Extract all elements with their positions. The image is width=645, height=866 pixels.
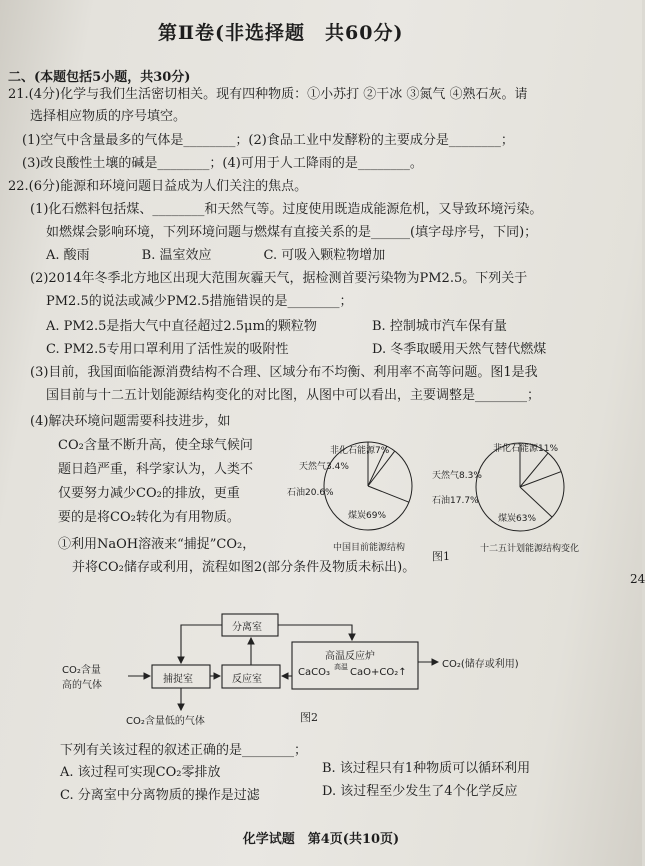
q22-line-18: 下列有关该过程的叙述正确的是________； (60, 743, 308, 758)
q22-line-2: (1)化石燃料包括煤、________和天然气等。过度使用既造成能源危机，又导致环境污染。 (30, 202, 543, 217)
side-margin-mark: 24 (630, 572, 645, 586)
q22-line-17: 并将CO₂储存或利用，流程如图2(部分条件及物质未标出)。 (72, 560, 416, 575)
q22-line-11: (4)解决环境问题需要科技进步，如 (30, 414, 231, 429)
q22-line-14: 仅要努力减少CO₂的排放，更重 (58, 486, 240, 501)
q22-line-5: (2)2014年冬季北方地区出现大范围灰霾天气，据检测首要污染物为PM2.5。下列关于 (30, 271, 528, 286)
q22-line-10: 国目前与十二五计划能源结构变化的对比图，从图中可以看出，主要调整是________； (46, 388, 541, 403)
furnace-title: 高温反应炉 (325, 651, 375, 662)
q22-line-3: 如燃煤会影响环境，下列环境问题与燃煤有直接关系的是______(填字母序号，下同)； (46, 225, 538, 240)
q22-choice-a: A. 该过程可实现CO₂零排放 (60, 765, 221, 780)
q22-option-d: D. 冬季取暖用天然气替代燃煤 (372, 342, 547, 357)
q21-line-1: 21.(4分)化学与我们生活密切相关。现有四种物质：①小苏打 ②干冰 ③氮气 ④熟石灰。请 (8, 87, 528, 102)
reaction-left: CaCO₃ (298, 667, 330, 678)
output-label: CO₂(储存或利用) (442, 659, 519, 670)
q22-line-6: PM2.5的说法或减少PM2.5措施错误的是________； (46, 294, 353, 309)
q22-line-16: ①利用NaOH溶液来“捕捉”CO₂， (58, 537, 256, 552)
q22-choice-c: C. 分离室中分离物质的操作是过滤 (60, 788, 260, 803)
q22-option-c: C. PM2.5专用口罩利用了活性炭的吸附性 (46, 342, 289, 357)
reaction-right: CaO+CO₂↑ (350, 667, 407, 678)
pie2-title: 十二五计划能源结构变化 (480, 544, 580, 554)
q21-line-4: (3)改良酸性土壤的碱是________；(4)可用于人工降雨的是________。 (22, 156, 423, 171)
q22-line-1: 22.(6分)能源和环境问题日益成为人们关注的焦点。 (8, 179, 308, 194)
capture-room-label: 捕捉室 (163, 674, 193, 685)
figure1-label: 图1 (432, 550, 450, 563)
q22-line-4: A. 酸雨 B. 温室效应 C. 可吸入颗粒物增加 (46, 248, 386, 263)
q22-line-15: 要的是将CO₂转化为有用物质。 (58, 510, 240, 525)
page-footer: 化学试题 第4页(共10页) (242, 832, 400, 847)
pie1-title: 中国目前能源结构 (333, 543, 406, 553)
pie1-label-gas: 天然气3.4% (299, 462, 349, 472)
low-gas-label: CO₂含量低的气体 (126, 716, 205, 727)
q22-choice-b: B. 该过程只有1种物质可以循环利用 (322, 761, 531, 776)
q22-choice-d: D. 该过程至少发生了4个化学反应 (322, 784, 518, 799)
q21-line-3: (1)空气中含量最多的气体是________；(2)食品工业中发酵粉的主要成分是________； (22, 133, 514, 148)
page-title: 第Ⅱ卷(非选择题 共60分) (158, 22, 404, 44)
q21-line-2: 选择相应物质的序号填空。 (30, 109, 187, 124)
figure2-label: 图2 (300, 711, 318, 724)
separation-room-label: 分离室 (232, 622, 262, 633)
pie2-label-gas: 天然气8.3% (432, 471, 482, 481)
pie2-label-non-fossil: 非化石能源11% (493, 444, 559, 454)
pie1-label-coal: 煤炭69% (348, 511, 387, 521)
q22-option-b: B. 控制城市汽车保有量 (372, 319, 507, 334)
pie2-label-coal: 煤炭63% (498, 514, 537, 524)
pie1-label-non-fossil: 非化石能源7% (330, 446, 390, 456)
input-gas-label-1: CO₂含量 (62, 665, 101, 676)
reaction-condition: 高温 (334, 663, 348, 671)
section-heading: 二、(本题包括5小题，共30分) (8, 70, 191, 85)
q22-line-9: (3)目前，我国面临能源消费结构不合理、区域分布不均衡、利用率不高等问题。图1是我 (30, 365, 538, 380)
input-gas-label-2: 高的气体 (62, 680, 102, 691)
pie2-label-oil: 石油17.7% (432, 496, 479, 506)
pie1-label-oil: 石油20.6% (287, 488, 334, 498)
q22-line-13: 题日趋严重，科学家认为，人类不 (58, 462, 254, 477)
q22-line-12: CO₂含量不断升高，使全球气候问 (58, 438, 253, 453)
q22-option-a: A. PM2.5是指大气中直径超过2.5μm的颗粒物 (46, 319, 317, 334)
reaction-room-label: 反应室 (232, 674, 262, 685)
